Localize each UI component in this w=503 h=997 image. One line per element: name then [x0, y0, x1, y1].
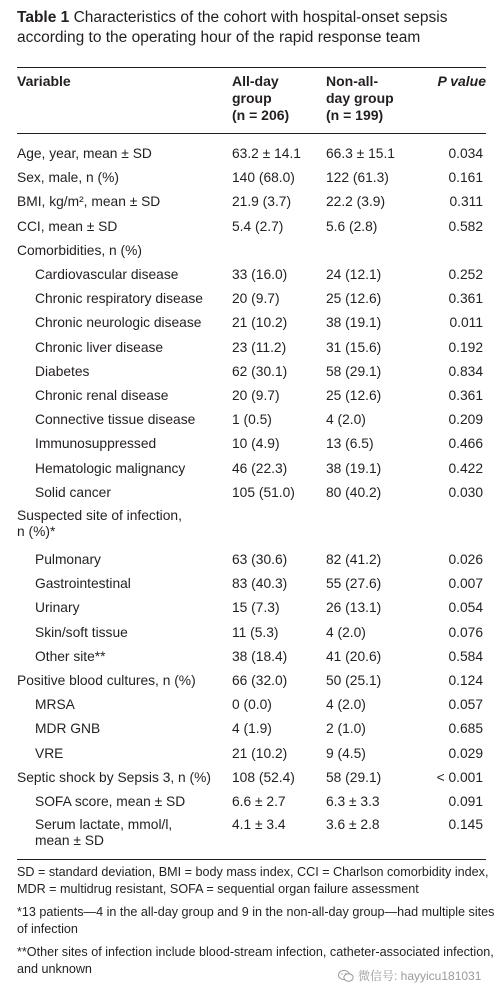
wechat-icon — [338, 969, 354, 983]
cell-allday: 11 (5.3) — [232, 624, 279, 640]
cell-nonallday: 50 (25.1) — [326, 673, 382, 688]
row-variable-text: VRE — [35, 745, 64, 761]
row-variable-text: Serum lactate, mmol/l, — [35, 817, 173, 833]
cell-nonallday: 5.6 (2.8) — [326, 218, 378, 234]
row-variable-text: Urinary — [35, 600, 80, 616]
cell-nonallday: 58 (29.1) — [326, 363, 382, 379]
row-variable — [17, 190, 160, 214]
header-nonallday-line2: day group — [326, 90, 394, 106]
table-row — [17, 432, 486, 456]
row-variable — [17, 766, 211, 790]
row-variable — [35, 457, 185, 481]
cell-nonallday: 80 (40.2) — [326, 484, 382, 500]
cell-allday: 4 (1.9) — [232, 721, 272, 737]
table-row — [17, 790, 486, 814]
cell-allday: 66 (32.0) — [232, 673, 288, 688]
cell-allday: 21 (10.2) — [232, 745, 288, 761]
row-variable-text: Chronic liver disease — [35, 339, 164, 355]
row-variable-text: Hematologic malignancy — [35, 460, 186, 476]
cell-pvalue: 0.076 — [448, 624, 483, 640]
table-row — [17, 669, 486, 693]
table-row — [17, 548, 486, 572]
cell-nonallday: 58 (29.1) — [326, 769, 382, 785]
row-variable-text: Skin/soft tissue — [35, 624, 128, 640]
table-row — [17, 572, 486, 596]
watermark — [338, 967, 481, 984]
cell-nonallday: 26 (13.1) — [326, 600, 382, 616]
row-variable — [17, 215, 117, 239]
row-variable — [35, 360, 89, 384]
cell-nonallday: 41 (20.6) — [326, 648, 382, 664]
row-variable-text: Suspected site of infection, — [17, 508, 182, 523]
row-variable-text: Chronic neurologic disease — [35, 315, 202, 331]
row-variable — [17, 142, 152, 166]
row-variable — [35, 287, 203, 311]
cell-nonallday: 4 (2.0) — [326, 624, 366, 640]
table-row — [17, 481, 486, 505]
cell-allday: 140 (68.0) — [232, 170, 295, 186]
row-variable-text: Gastrointestinal — [35, 576, 131, 592]
row-variable-text: Immunosuppressed — [35, 436, 157, 452]
cell-nonallday: 24 (12.1) — [326, 267, 382, 282]
row-variable — [35, 645, 106, 669]
row-variable-text: Age, year, mean ± SD — [17, 146, 152, 161]
cell-pvalue: 0.030 — [448, 484, 483, 500]
cell-allday: 20 (9.7) — [232, 388, 280, 403]
row-variable — [17, 239, 142, 263]
table-row — [17, 190, 486, 214]
footnote-double-star: **Other sites of infection include blood-stream infection, catheter-associated infection, and unknown — [17, 945, 494, 976]
cell-nonallday: 6.3 ± 3.3 — [326, 794, 380, 809]
cell-nonallday: 22.2 (3.9) — [326, 194, 386, 210]
cell-allday: 46 (22.3) — [232, 460, 288, 476]
cell-allday: 63.2 ± 14.1 — [232, 146, 301, 161]
row-variable — [35, 596, 79, 620]
cell-allday: 5.4 (2.7) — [232, 218, 284, 234]
row-variable-text: SOFA score, mean ± SD — [35, 794, 186, 809]
row-variable-text: Chronic renal disease — [35, 388, 169, 403]
table-row — [17, 360, 486, 384]
row-variable-text: Chronic respiratory disease — [35, 291, 203, 307]
cell-pvalue: 0.361 — [448, 291, 483, 307]
table-row — [17, 384, 486, 408]
cell-pvalue: 0.209 — [448, 412, 483, 428]
cell-allday: 38 (18.4) — [232, 648, 288, 664]
cell-allday: 63 (30.6) — [232, 552, 288, 567]
cell-pvalue: 0.192 — [448, 339, 483, 355]
cell-nonallday: 4 (2.0) — [326, 697, 366, 713]
footnote-star: *13 patients—4 in the all-day group and 9 in the non-all-day group—had multiple sites of infection — [17, 905, 495, 936]
table-row — [17, 621, 486, 645]
cell-nonallday: 66.3 ± 15.1 — [326, 146, 395, 161]
header-allday — [232, 73, 289, 124]
cell-pvalue: 0.161 — [448, 170, 483, 186]
row-variable — [17, 166, 119, 190]
cell-allday: 0 (0.0) — [232, 697, 272, 713]
row-variable — [35, 817, 172, 849]
table-row — [17, 766, 486, 790]
cell-pvalue: 0.834 — [448, 363, 483, 379]
cell-allday: 62 (30.1) — [232, 363, 288, 379]
row-variable — [35, 548, 101, 572]
cell-allday: 21 (10.2) — [232, 315, 288, 331]
cell-nonallday: 25 (12.6) — [326, 291, 382, 307]
cell-pvalue: 0.057 — [448, 697, 483, 713]
table-row — [17, 142, 486, 166]
row-variable — [35, 693, 75, 717]
table-row — [17, 717, 486, 741]
row-variable — [35, 384, 168, 408]
row-variable — [35, 717, 100, 741]
row-variable — [35, 621, 128, 645]
header-allday-n: (n = 206) — [232, 107, 290, 123]
cell-allday: 105 (51.0) — [232, 484, 295, 500]
row-variable — [35, 742, 63, 766]
row-variable — [35, 263, 178, 287]
row-variable-text: MRSA — [35, 697, 75, 713]
cell-pvalue: 0.054 — [448, 600, 483, 616]
row-variable — [17, 669, 196, 693]
row-variable-text: CCI, mean ± SD — [17, 218, 118, 234]
cell-pvalue: 0.034 — [448, 146, 483, 161]
cell-allday: 83 (40.3) — [232, 576, 288, 592]
watermark-text: 微信号: hayyicu181031 — [358, 969, 482, 983]
row-variable-text-line2: n (%)* — [17, 524, 56, 539]
cell-nonallday: 38 (19.1) — [326, 460, 382, 476]
row-variable-text: Other site** — [35, 648, 106, 664]
cell-allday: 10 (4.9) — [232, 436, 280, 452]
cell-nonallday: 2 (1.0) — [326, 721, 366, 737]
header-nonallday-line1: Non-all- — [326, 73, 379, 89]
cell-allday: 6.6 ± 2.7 — [232, 794, 286, 809]
cell-pvalue: 0.252 — [448, 267, 483, 282]
cell-allday: 15 (7.3) — [232, 600, 280, 616]
table-row — [17, 645, 486, 669]
table-row — [17, 336, 486, 360]
row-variable-text: Diabetes — [35, 363, 90, 379]
cell-nonallday: 82 (41.2) — [326, 552, 382, 567]
header-nonallday — [326, 73, 394, 124]
row-variable-text-line2: mean ± SD — [35, 833, 104, 849]
table-row — [17, 263, 486, 287]
row-variable — [35, 311, 201, 335]
cell-pvalue: 0.145 — [448, 817, 483, 833]
row-variable — [35, 572, 131, 596]
cell-pvalue: 0.582 — [448, 218, 483, 234]
row-variable-text: Cardiovascular disease — [35, 267, 179, 282]
cell-pvalue: 0.091 — [448, 794, 483, 809]
cell-allday: 4.1 ± 3.4 — [232, 817, 286, 833]
table-row — [17, 287, 486, 311]
cell-allday: 21.9 (3.7) — [232, 194, 292, 210]
row-variable-text: Comorbidities, n (%) — [17, 242, 142, 258]
cell-pvalue: 0.422 — [448, 460, 483, 476]
table-caption — [17, 8, 495, 48]
cell-pvalue: 0.584 — [448, 648, 483, 664]
table-row — [17, 505, 486, 543]
row-variable-text: Connective tissue disease — [35, 412, 196, 428]
cell-nonallday: 9 (4.5) — [326, 745, 366, 761]
cell-allday: 33 (16.0) — [232, 267, 288, 282]
table-row — [17, 814, 486, 852]
header-allday-line2: group — [232, 90, 272, 106]
table-row — [17, 311, 486, 335]
row-variable-text: Solid cancer — [35, 484, 111, 500]
cell-allday: 20 (9.7) — [232, 291, 280, 307]
cell-nonallday: 31 (15.6) — [326, 339, 382, 355]
table-row — [17, 239, 486, 263]
cell-pvalue: 0.007 — [448, 576, 483, 592]
cell-nonallday: 25 (12.6) — [326, 388, 382, 403]
cell-nonallday: 55 (27.6) — [326, 576, 382, 592]
row-variable — [35, 408, 195, 432]
cell-pvalue: 0.124 — [448, 673, 483, 688]
header-allday-line1: All-day — [232, 73, 279, 89]
table-row — [17, 596, 486, 620]
cell-allday: 23 (11.2) — [232, 339, 287, 355]
cell-pvalue: < 0.001 — [436, 769, 483, 785]
row-variable-text: BMI, kg/m², mean ± SD — [17, 194, 161, 210]
table-row — [17, 215, 486, 239]
header-pvalue: P value — [437, 73, 486, 89]
cell-pvalue: 0.029 — [448, 745, 483, 761]
header-variable: Variable — [17, 73, 71, 89]
top-rule — [17, 67, 486, 68]
row-variable — [35, 481, 111, 505]
row-variable — [17, 508, 182, 540]
cell-nonallday: 122 (61.3) — [326, 170, 389, 186]
row-variable — [35, 790, 185, 814]
cell-allday: 1 (0.5) — [232, 412, 272, 428]
cell-nonallday: 4 (2.0) — [326, 412, 366, 428]
row-variable — [35, 336, 163, 360]
footnote-abbreviations: SD = standard deviation, BMI = body mass index, CCI = Charlson comorbidity index, MDR = multidrug resistant, SOFA = sequential organ failure assessment — [17, 865, 489, 896]
table-row — [17, 166, 486, 190]
table-row — [17, 742, 486, 766]
cell-pvalue: 0.466 — [448, 436, 483, 452]
table-row — [17, 693, 486, 717]
table-row — [17, 408, 486, 432]
table-title: Characteristics of the cohort with hospital-onset sepsis according to the operating hour of the rapid response team — [17, 9, 448, 46]
row-variable-text: Septic shock by Sepsis 3, n (%) — [17, 769, 212, 785]
cell-nonallday: 38 (19.1) — [326, 315, 382, 331]
cell-pvalue: 0.011 — [449, 315, 483, 331]
row-variable — [35, 432, 156, 456]
cell-nonallday: 3.6 ± 2.8 — [326, 817, 380, 833]
cell-pvalue: 0.361 — [448, 388, 483, 403]
cell-pvalue: 0.026 — [448, 552, 483, 567]
table-label: Table 1 — [17, 9, 70, 26]
table-row — [17, 457, 486, 481]
row-variable-text: Positive blood cultures, n (%) — [17, 673, 196, 688]
row-variable-text: Pulmonary — [35, 552, 101, 567]
header-rule — [17, 133, 486, 134]
header-nonallday-n: (n = 199) — [326, 107, 384, 123]
cell-pvalue: 0.311 — [449, 194, 483, 210]
row-variable-text: Sex, male, n (%) — [17, 170, 119, 186]
cell-pvalue: 0.685 — [448, 721, 483, 737]
cell-nonallday: 13 (6.5) — [326, 436, 374, 452]
cell-allday: 108 (52.4) — [232, 769, 295, 785]
row-variable-text: MDR GNB — [35, 721, 101, 737]
bottom-rule — [17, 859, 486, 860]
